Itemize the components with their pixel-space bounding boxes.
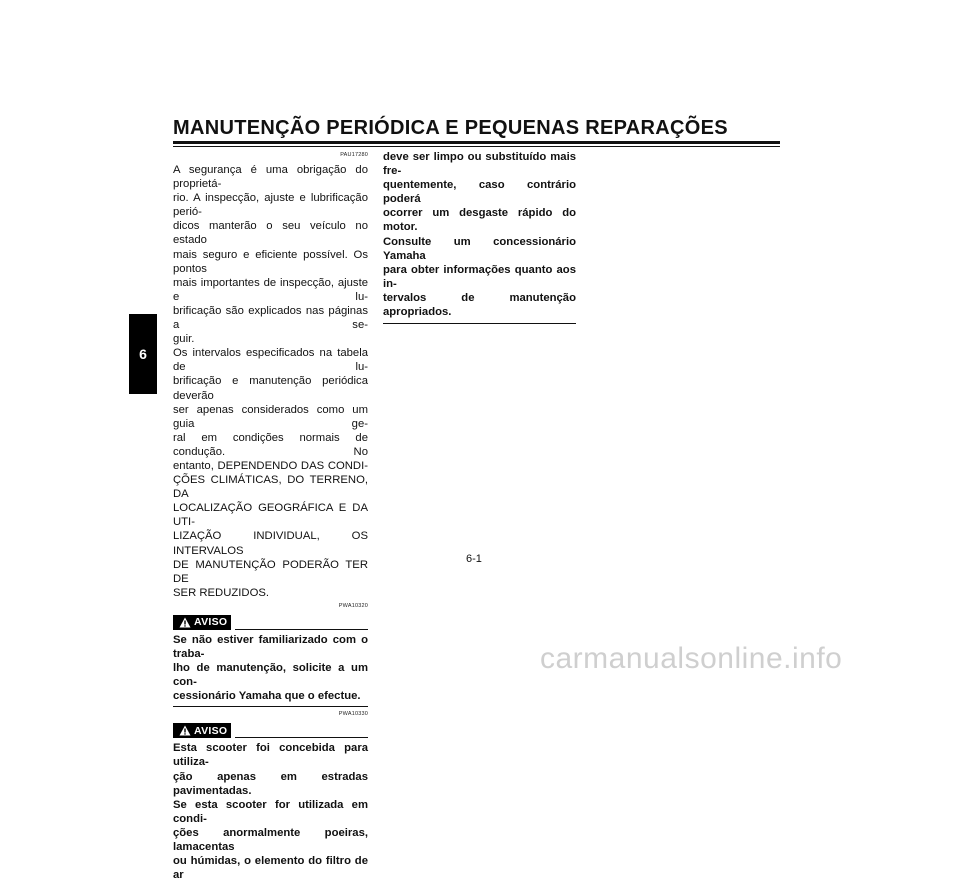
- chapter-tab: 6: [129, 314, 157, 394]
- text-line: guir.: [173, 333, 195, 346]
- text-line: DE MANUTENÇÃO PODERÃO TER DE: [173, 558, 368, 585]
- text-line: deve ser limpo ou substituído mais fre-: [383, 151, 576, 178]
- text-line: dicos manterão o seu veículo no estado: [173, 220, 368, 247]
- title-rule: [173, 141, 780, 144]
- text-line: Se esta scooter for utilizada em condi-: [173, 798, 368, 825]
- warning-label: AVISO: [194, 724, 228, 737]
- text-line: LIZAÇÃO INDIVIDUAL, OS INTERVALOS: [173, 530, 368, 557]
- text-line: entanto, DEPENDENDO DAS CONDI-: [173, 459, 368, 472]
- warning-end-rule: [173, 706, 368, 707]
- intro-paragraph: [173, 163, 368, 346]
- warning-continuation: [383, 150, 576, 319]
- text-line: mais seguro e eficiente possível. Os pontos: [173, 248, 368, 275]
- page-number: 6-1: [466, 553, 482, 565]
- text-line: ção apenas em estradas pavimentadas.: [173, 770, 368, 797]
- text-line: Consulte um concessionário Yamaha: [383, 235, 576, 262]
- warning-end-rule: [383, 323, 576, 324]
- text-line: ral em condições normais de condução. No: [173, 431, 368, 458]
- text-line: LOCALIZAÇÃO GEOGRÁFICA E DA UTI-: [173, 502, 368, 529]
- text-line: quentemente, caso contrário poderá: [383, 179, 576, 206]
- text-line: cessionário Yamaha que o efectue.: [173, 690, 361, 703]
- warning-header: [173, 613, 368, 630]
- text-line: ou húmidas, o elemento do filtro de ar: [173, 855, 368, 882]
- text-line: Esta scooter foi concebida para utiliza-: [173, 742, 368, 769]
- warning-code: PWA10320: [338, 602, 368, 609]
- section-code: PAU17280: [340, 152, 368, 158]
- warning-rule: [235, 629, 368, 630]
- warning-badge: [173, 615, 231, 630]
- page-title: MANUTENÇÃO PERIÓDICA E PEQUENAS REPARAÇÕES: [173, 117, 728, 139]
- text-line: Se não estiver familiarizado com o traba-: [173, 633, 368, 660]
- text-line: para obter informações quanto aos in-: [383, 263, 576, 290]
- text-line: ções anormalmente poeiras, lamacentas: [173, 826, 368, 854]
- text-line: SER REDUZIDOS.: [173, 586, 270, 599]
- warning-text: [173, 741, 368, 882]
- text-line: tervalos de manutenção apropriados.: [383, 291, 576, 319]
- text-line: brificação e manutenção periódica deverão: [173, 375, 368, 402]
- left-column: [173, 150, 368, 882]
- warning-header: [173, 721, 368, 738]
- warning-text: [173, 633, 368, 703]
- text-line: ser apenas considerados como um guia ge-: [173, 403, 368, 430]
- warning-code: PWA10330: [338, 711, 368, 718]
- text-line: rio. A inspecção, ajuste e lubrificação perió-: [173, 192, 368, 219]
- warning-triangle-icon: [179, 725, 191, 736]
- text-line: ÇÕES CLIMÁTICAS, DO TERRENO, DA: [173, 474, 368, 501]
- text-line: A segurança é uma obrigação do proprietá-: [173, 164, 368, 191]
- title-rule-thin: [173, 146, 780, 147]
- text-line: Os intervalos especificados na tabela de lu-: [173, 347, 368, 374]
- text-line: lho de manutenção, solicite a um con-: [173, 662, 368, 689]
- right-column: [383, 150, 576, 324]
- text-line: brificação são explicados nas páginas a se-: [173, 304, 368, 332]
- warning-rule: [235, 737, 368, 738]
- intervals-paragraph: [173, 346, 368, 600]
- watermark: carmanualsonline.info: [540, 642, 843, 675]
- warning-badge: [173, 723, 231, 738]
- warning-label: AVISO: [194, 616, 228, 629]
- text-line: ocorrer um desgaste rápido do motor.: [383, 207, 576, 234]
- warning-triangle-icon: [179, 617, 191, 628]
- text-line: mais importantes de inspecção, ajuste e lu-: [173, 276, 368, 303]
